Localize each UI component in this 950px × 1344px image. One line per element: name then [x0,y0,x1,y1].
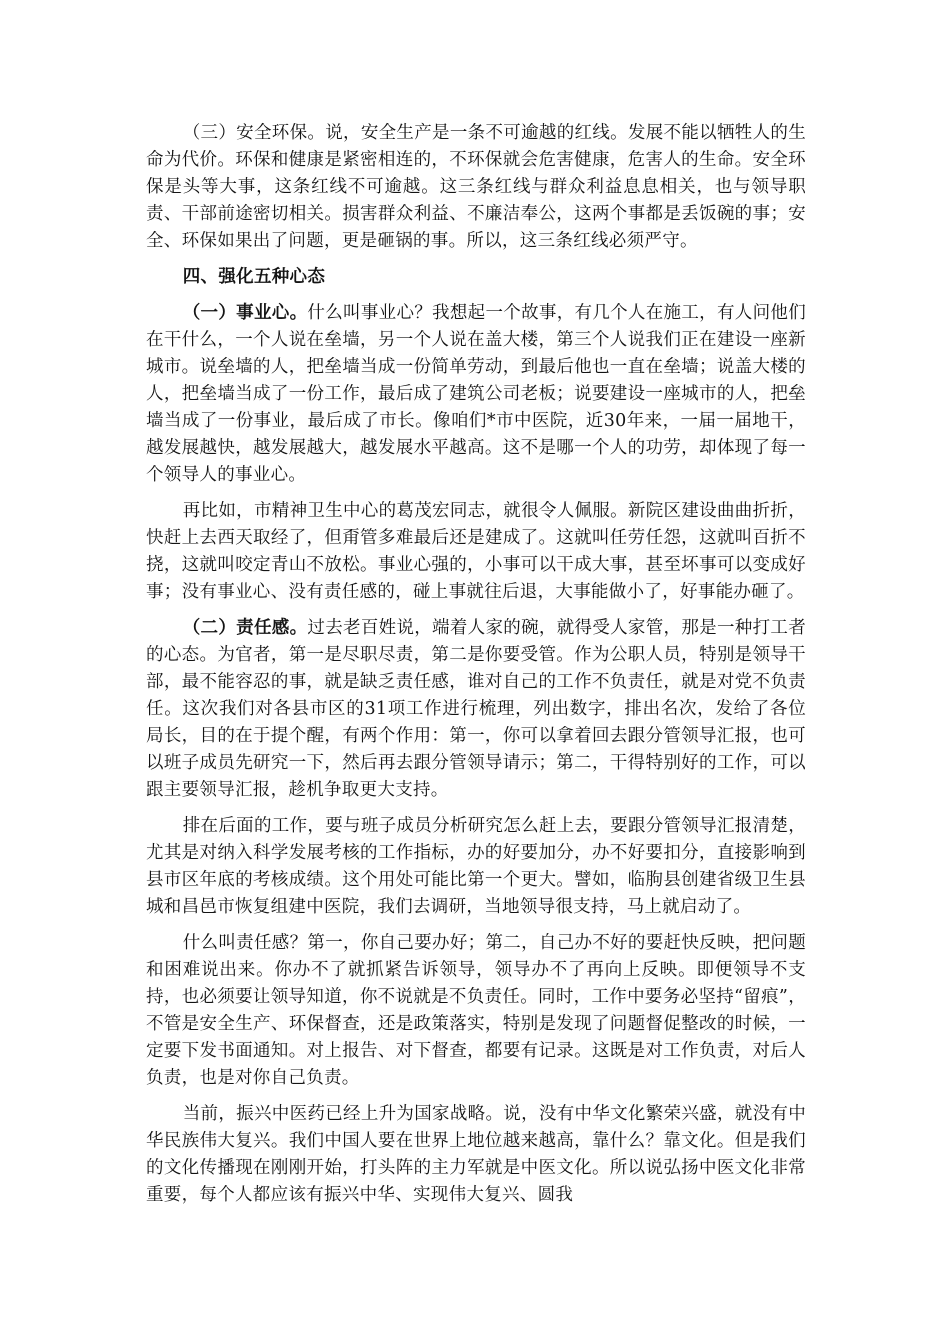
paragraph-text: 再比如，市精神卫生中心的葛茂宏同志，就很令人佩服。新院区建设曲曲折折，快赶上去西天取经了，但甭管多难最后还是建成了。这就叫任劳任怨，这就叫百折不挠，这就叫咬定青山不放松。事业心强的，小事可以干成大事，甚至坏事可以变成好事；没有事业心、没有责任感的，碰上事就往后退，大事能做小了，好事能办砸了。 [146,501,806,602]
paragraph-text: 什么叫责任感？第一，你自己要办好；第二，自己办不好的要赶快反映，把问题和困难说出来。你办不了就抓紧告诉领导，领导办不了再向上反映。即便领导不支持，也必须要让领导知道，你不说就是不负责任。同时，工作中要务必坚持“留痕”，不管是安全生产、环保督查，还是政策落实，特别是发现了问题督促整改的时候，一定要下发书面通知。对上报告、对下督查，都要有记录。这既是对工作负责，对后人负责，也是对你自己负责。 [146,933,806,1088]
paragraph-text: 排在后面的工作，要与班子成员分析研究怎么赶上去，要跟分管领导汇报清楚，尤其是对纳入科学发展考核的工作指标，办的好要加分，办不好要扣分，直接影响到县市区年底的考核成绩。这个用处可能比第一个更大。譬如，临朐县创建省级卫生县城和昌邑市恢复组建中医院，我们去调研，当地领导很支持，马上就启动了。 [146,816,806,917]
paragraph-lagging-work [146,813,806,921]
paragraph-what-is-responsibility [146,930,806,1092]
paragraph-text: 过去老百姓说，端着人家的碗，就得受人家管，那是一种打工者的心态。为官者，第一是尽职尽责，第二是你要受管。作为公职人员，特别是领导干部，最不能容忍的事，就是缺乏责任感，谁对自己的工作不负责任，就是对党不负责任。这次我们对各县市区的31项工作进行梳理，列出数字，排出名次，发给了各位局长，目的在于提个醒，有两个作用：第一，你可以拿着回去跟分管领导汇报，也可以班子成员先研究一下，然后再去跟分管领导请示；第二，干得特别好的工作，可以跟主要领导汇报，趁机争取更大支持。 [146,618,806,800]
paragraph-safety-environment [146,120,806,255]
paragraph-example-mental-health-center [146,498,806,606]
paragraph-lead: （二）责任感。 [182,618,308,638]
paragraph-responsibility [146,615,806,804]
paragraph-text: 什么叫事业心？我想起一个故事，有几个人在施工，有人问他们在干什么，一个人说在垒墙，另一个人说在盖大楼，第三个人说我们正在建设一座新城市。说垒墙的人，把垒墙当成一份简单劳动，到最后他也一直在垒墙；说盖大楼的人，把垒墙当成了一份工作，最后成了建筑公司老板；说要建设一座城市的人，把垒墙当成了一份事业，最后成了市长。像咱们*市中医院，近30年来，一届一届地干，越发展越快，越发展越大，越发展水平越高。这不是哪一个人的功劳，却体现了每一个领导人的事业心。 [146,303,806,485]
section-heading: 四、强化五种心态 [182,267,326,287]
paragraph-text: （三）安全环保。说，安全生产是一条不可逾越的红线。发展不能以牺牲人的生命为代价。环保和健康是紧密相连的，不环保就会危害健康，危害人的生命。安全环保是头等大事，这条红线不可逾越。这三条红线与群众利益息息相关，也与领导职责、干部前途密切相关。损害群众利益、不廉洁奉公，这两个事都是丢饭碗的事；安全、环保如果出了问题，更是砸锅的事。所以，这三条红线必须严守。 [146,123,806,251]
document-page [146,120,806,1218]
paragraph-career-dedication [146,300,806,489]
paragraph-text: 当前，振兴中医药已经上升为国家战略。说，没有中华文化繁荣兴盛，就没有中华民族伟大复兴。我们中国人要在世界上地位越来越高，靠什么？靠文化。但是我们的文化传播现在刚刚开始，打头阵的主力军就是中医文化。所以说弘扬中医文化非常重要，每个人都应该有振兴中华、实现伟大复兴、圆我 [146,1104,806,1205]
paragraph-tcm-strategy [146,1101,806,1209]
paragraph-lead: （一）事业心。 [182,303,308,323]
